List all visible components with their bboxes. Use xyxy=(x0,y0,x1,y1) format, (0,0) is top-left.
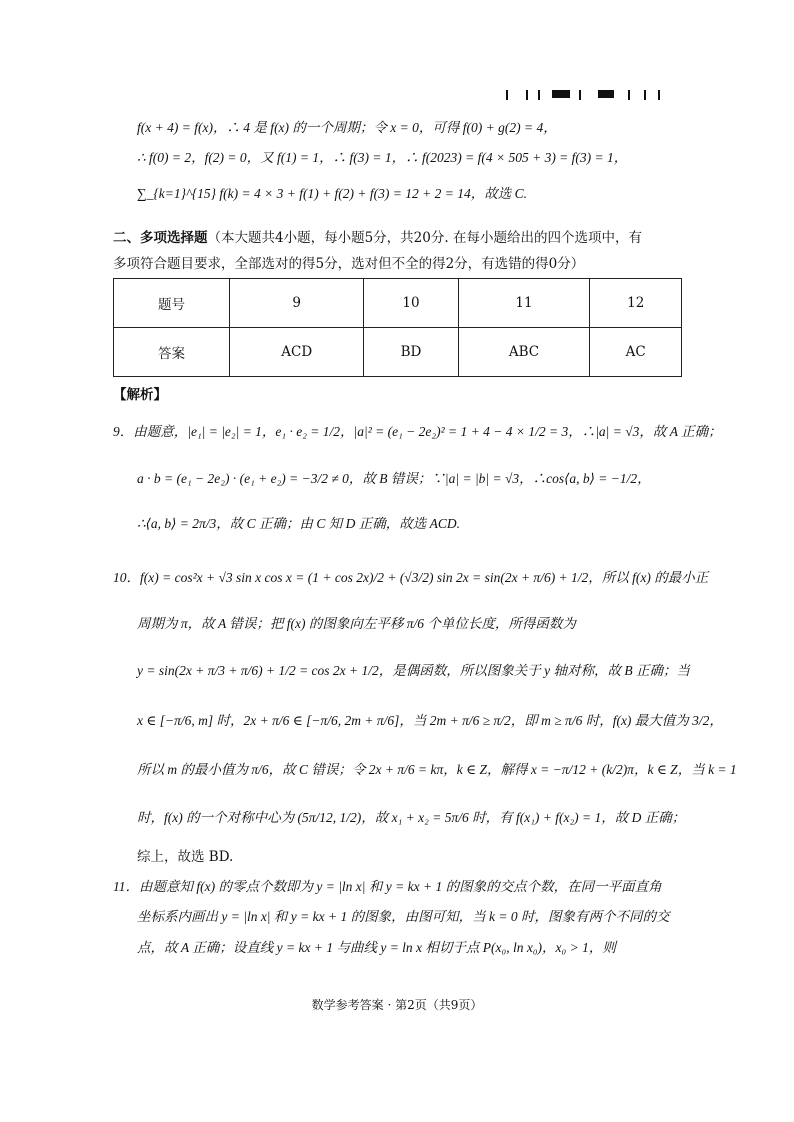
table-cell: ABC xyxy=(458,328,590,377)
answer-table xyxy=(113,278,682,377)
text-line: y = sin(2x + π/3 + π/6) + 1/2 = cos 2x + 1/2，是偶函数，所以图象关于 y 轴对称，故 B 正确；当 xyxy=(137,663,691,678)
table-cell: 9 xyxy=(230,279,364,328)
text-line: 10．f(x) = cos²x + √3 sin x cos x = (1 + cos 2x)/2 + (√3/2) sin 2x = sin(2x + π/6) + 1/2，所以 f(x) 的最小正 xyxy=(113,570,709,585)
table-cell: BD xyxy=(364,328,458,377)
text-line: 9．由题意，|e₁| = |e₂| = 1，e₁ · e₂ = 1/2，|a|² = (e₁ − 2e₂)² = 1 + 4 − 4 × 1/2 = 3，∴|a| = √3，故 A 正确； xyxy=(113,424,722,439)
text-line: 所以 m 的最小值为 π/6，故 C 错误；令 2x + π/6 = kπ，k ∈ Z，解得 x = −π/12 + (k/2)π，k ∈ Z，当 k = 1 xyxy=(137,762,737,777)
table-cell: 12 xyxy=(590,279,682,328)
table-cell: AC xyxy=(590,328,682,377)
text-line: ∴ f(0) = 2，f(2) = 0，又 f(1) = 1，∴ f(3) = 1，∴ f(2023) = f(4 × 505 + 3) = f(3) = 1， xyxy=(137,150,628,165)
text-line: f(x + 4) = f(x)，∴ 4 是 f(x) 的一个周期；令 x = 0，可得 f(0) + g(2) = 4， xyxy=(137,120,557,135)
text-line: 点，故 A 正确；设直线 y = kx + 1 与曲线 y = ln x 相切于点 P(x₀, ln x₀)，x₀ > 1，则 xyxy=(137,940,616,955)
text-line: 综上，故选 BD. xyxy=(137,849,234,865)
table-cell: 答案 xyxy=(114,328,230,377)
text-line: 11．由题意知 f(x) 的零点个数即为 y = |ln x| 和 y = kx + 1 的图象的交点个数，在同一平面直角 xyxy=(113,879,662,894)
section-heading xyxy=(113,226,642,246)
section-description: （本大题共4小题，每小题5分，共20分. 在每小题给出的四个选项中，有 xyxy=(207,230,642,246)
text-line: x ∈ [−π/6, m] 时，2x + π/6 ∈ [−π/6, 2m + π/6]，当 2m + π/6 ≥ π/2，即 m ≥ π/6 时，f(x) 最大值为 3/2， xyxy=(137,713,723,728)
text-line: ∑_{k=1}^{15} f(k) = 4 × 3 + f(1) + f(2) + f(3) = 12 + 2 = 14，故选 C. xyxy=(137,186,527,201)
section-title: 二、多项选择题 xyxy=(113,230,208,246)
text-line: 周期为 π，故 A 错误；把 f(x) 的图象向左平移 π/6 个单位长度，所得函数为 xyxy=(137,616,576,631)
table-cell: 10 xyxy=(364,279,458,328)
table-row xyxy=(114,328,682,377)
section-description-2: 多项符合题目要求，全部选对的得5分，选对但不全的得2分，有选错的得0分） xyxy=(113,256,585,272)
top-registration-marks xyxy=(506,90,666,100)
table-cell: 11 xyxy=(458,279,590,328)
table-cell: ACD xyxy=(230,328,364,377)
text-line: 坐标系内画出 y = |ln x| 和 y = kx + 1 的图象，由图可知，当 k = 0 时，图象有两个不同的交 xyxy=(137,909,670,924)
table-cell: 题号 xyxy=(114,279,230,328)
text-line: ∴⟨a, b⟩ = 2π/3，故 C 正确；由 C 知 D 正确，故选 ACD. xyxy=(137,516,461,531)
table-row xyxy=(114,279,682,328)
page-footer: 数学参考答案 · 第2页（共9页） xyxy=(311,998,483,1012)
text-line: 时，f(x) 的一个对称中心为 (5π/12, 1/2)，故 x₁ + x₂ = 5π/6 时，有 f(x₁) + f(x₂) = 1，故 D 正确； xyxy=(137,810,686,825)
text-line: a · b = (e₁ − 2e₂) · (e₁ + e₂) = −3/2 ≠ 0，故 B 错误；∵|a| = |b| = √3，∴cos⟨a, b⟩ = −1/2， xyxy=(137,471,651,486)
analysis-label: 【解析】 xyxy=(113,387,167,403)
